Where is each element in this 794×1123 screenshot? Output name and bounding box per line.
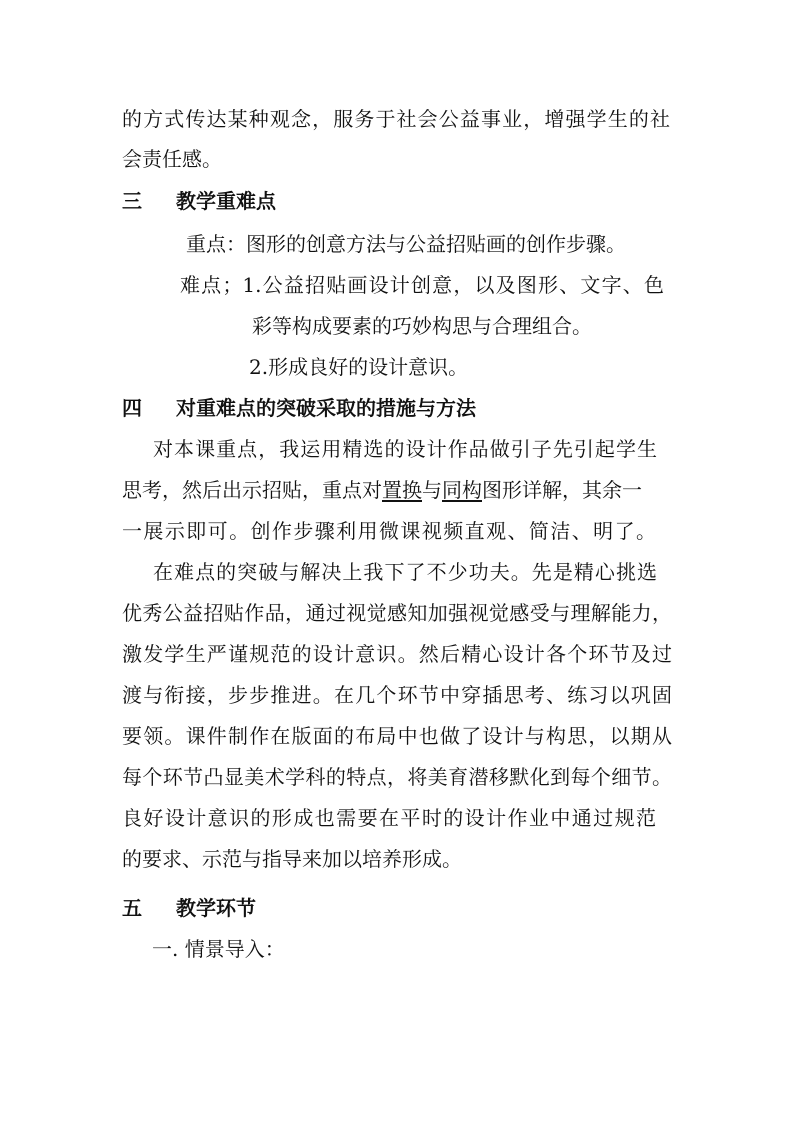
paragraph-1-line-1: 对本课重点，我运用精选的设计作品做引子先引起学生 (153, 437, 657, 461)
paragraph-2-line-6: 每个环节凸显美术学科的特点，将美育潜移默化到每个细节。 (122, 765, 672, 789)
section-3-heading (122, 189, 276, 213)
difficulty-line-2: 2.形成良好的设计意识。 (249, 355, 469, 379)
paragraph-1-line-2 (122, 478, 642, 502)
intro-line-2: 会责任感。 (122, 147, 222, 171)
section-4-heading (122, 396, 476, 420)
paragraph-2-line-2: 优秀公益招贴作品，通过视觉感知加强视觉感受与理解能力， (122, 601, 672, 625)
paragraph-2-line-4: 渡与衔接，步步推进。在几个环节中穿插思考、练习以巩固 (122, 683, 672, 707)
section-5-heading (122, 896, 256, 920)
p1-line2-text-b: 与 (422, 478, 442, 502)
subsection-1-heading: 一. 情景导入： (152, 937, 285, 961)
difficulty-line-1a: 难点；1.公益招贴画设计创意，以及图形、文字、色 (180, 273, 664, 297)
p1-line2-text-c: 图形详解，其余一 (482, 478, 642, 502)
paragraph-2-line-3: 激发学生严谨规范的设计意识。然后精心设计各个环节及过 (122, 642, 672, 666)
section-5-title: 教学环节 (176, 896, 256, 920)
key-point-line: 重点：图形的创意方法与公益招贴画的创作步骤。 (186, 232, 626, 256)
p1-line2-text-a: 思考，然后出示招贴，重点对 (122, 478, 382, 502)
intro-line-1: 的方式传达某种观念，服务于社会公益事业，增强学生的社 (122, 107, 670, 131)
section-5-number: 五 (122, 896, 142, 920)
paragraph-2-line-7: 良好设计意识的形成也需要在平时的设计作业中通过规范 (122, 806, 656, 830)
paragraph-2-line-5: 要领。课件制作在版面的布局中也做了设计与构思，以期从 (122, 724, 672, 748)
paragraph-2-line-8: 的要求、示范与指导来加以培养形成。 (122, 847, 462, 871)
paragraph-2-line-1: 在难点的突破与解决上我下了不少功夫。先是精心挑选 (153, 560, 657, 584)
underlined-term-substitution: 置换 (382, 478, 422, 502)
section-4-title: 对重难点的突破采取的措施与方法 (176, 396, 476, 420)
section-3-number: 三 (122, 189, 142, 213)
section-4-number: 四 (122, 396, 142, 420)
paragraph-1-line-3: 一展示即可。创作步骤利用微课视频直观、简洁、明了。 (122, 519, 656, 543)
underlined-term-isomorphism: 同构 (442, 478, 482, 502)
difficulty-line-1b: 彩等构成要素的巧妙构思与合理组合。 (252, 314, 592, 338)
section-3-title: 教学重难点 (176, 189, 276, 213)
